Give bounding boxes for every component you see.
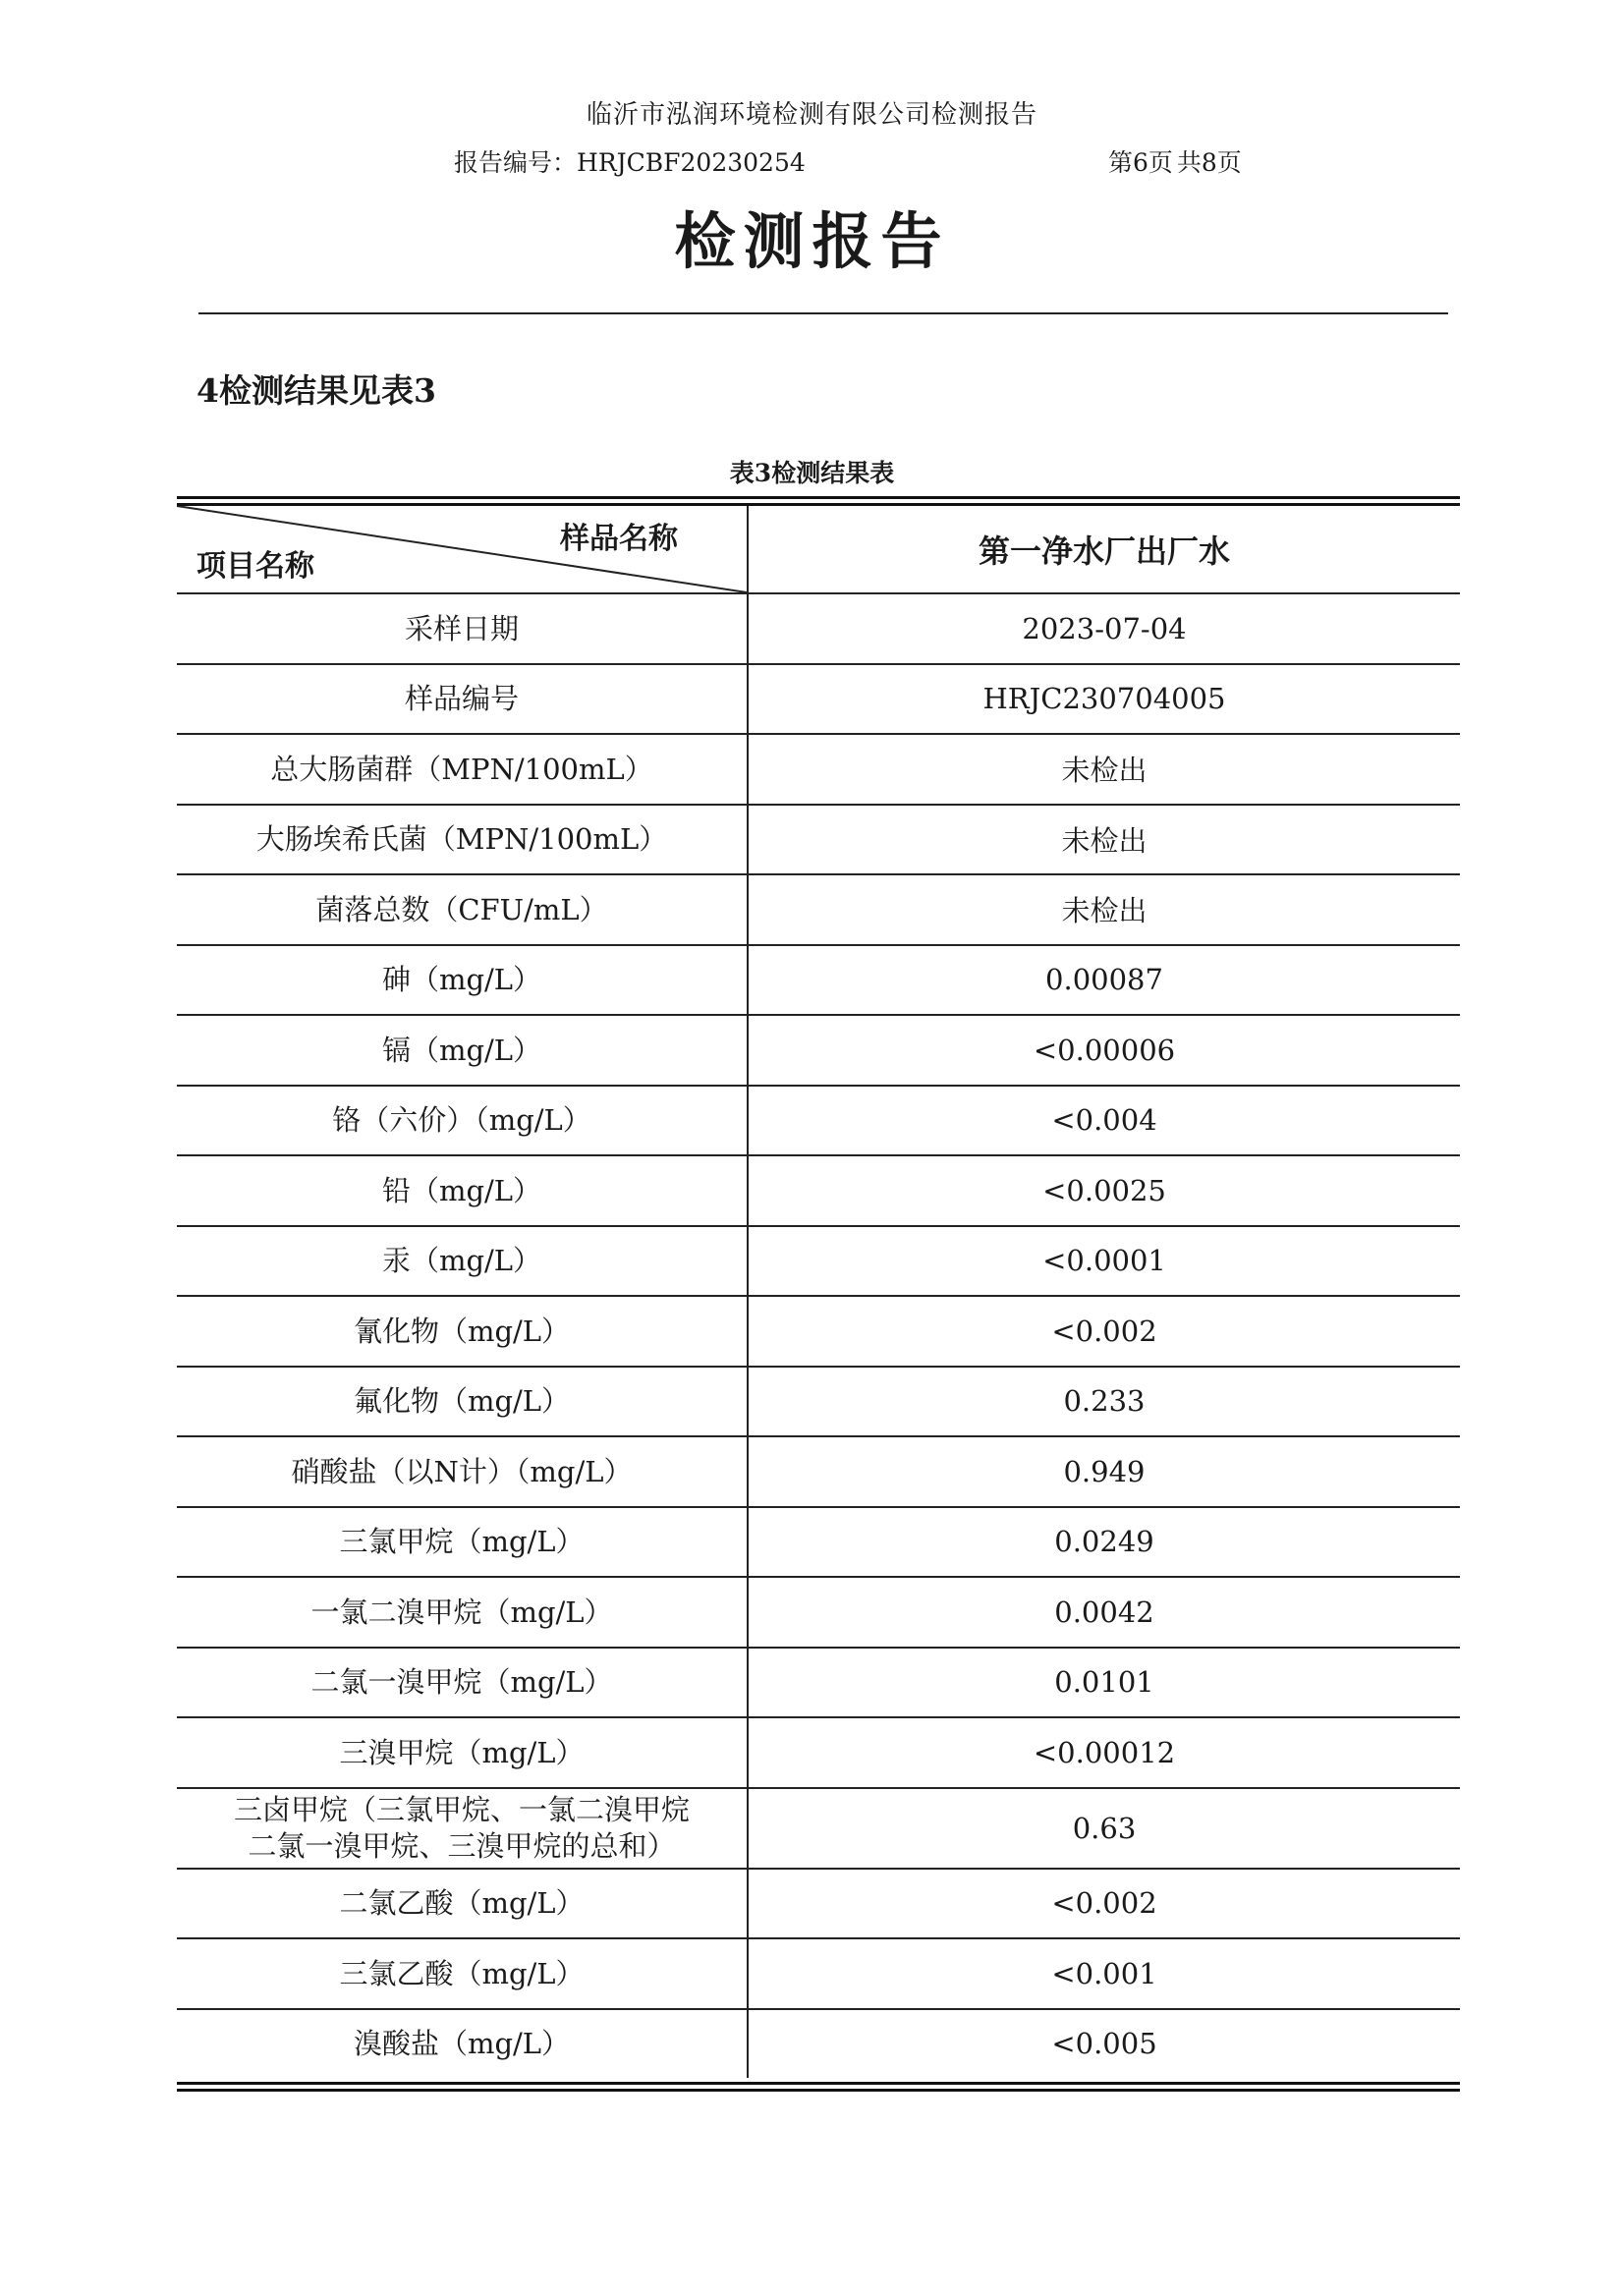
table-row (177, 1297, 1460, 1368)
item-name-cell: 砷（mg/L） (177, 946, 749, 1015)
table-caption: 表3检测结果表 (729, 459, 895, 487)
result-value-cell: 未检出 (1061, 894, 1148, 928)
result-value-cell: <0.004 (1051, 1103, 1157, 1138)
header-sample-name: 第一净水厂出厂水 (978, 532, 1230, 570)
table-row (177, 1578, 1460, 1649)
item-name-cell: 菌落总数（CFU/mL） (177, 875, 749, 944)
item-name-line1: 三卤甲烷（三氯甲烷、一氯二溴甲烷 (233, 1793, 690, 1827)
page-total: 共8页 (1176, 148, 1242, 177)
table-row (177, 665, 1460, 736)
company-report-header: 临沂市泓润环境检测有限公司检测报告 (586, 100, 1037, 130)
item-name-multiline (234, 1792, 690, 1864)
result-value-cell: <0.002 (1051, 1314, 1157, 1348)
table-row (177, 1508, 1460, 1579)
item-name-cell: 氟化物（mg/L） (177, 1368, 749, 1436)
item-name-cell: 样品编号 (177, 665, 749, 734)
item-name-cell: 二氯乙酸（mg/L） (177, 1870, 749, 1938)
result-value-cell: <0.002 (1051, 1886, 1157, 1921)
item-name-cell: 采样日期 (177, 594, 749, 663)
results-table (177, 496, 1460, 2092)
item-name-cell: 总大肠菌群（MPN/100mL） (177, 735, 749, 804)
result-value-cell: <0.0001 (1042, 1244, 1166, 1278)
item-name-cell: 铅（mg/L） (177, 1156, 749, 1225)
table-row (177, 1227, 1460, 1298)
header-item-label: 项目名称 (196, 549, 314, 584)
result-value-cell: 2023-07-04 (1022, 611, 1187, 645)
section-heading: 4检测结果见表3 (196, 371, 436, 410)
table-top-rule (177, 496, 1460, 499)
table-bottom-rule (177, 2082, 1460, 2085)
result-value-cell: 0.949 (1063, 1454, 1146, 1488)
page-title: 检测报告 (674, 205, 950, 277)
item-name-cell: 二氯一溴甲烷（mg/L） (177, 1649, 749, 1717)
header-corner-cell (177, 506, 749, 592)
report-number (454, 143, 806, 179)
item-name-cell: 三氯甲烷（mg/L） (177, 1508, 749, 1577)
result-value-cell: 0.0101 (1054, 1665, 1154, 1700)
result-value-cell: <0.005 (1051, 2027, 1157, 2061)
table-row (177, 1870, 1460, 1940)
page-indicator (1108, 143, 1246, 179)
table-row (177, 946, 1460, 1017)
table-row (177, 1649, 1460, 1719)
table-row (177, 1368, 1460, 1438)
item-name-cell: 大肠埃希氏菌（MPN/100mL） (177, 806, 749, 874)
result-value-cell: HRJC230704005 (982, 682, 1226, 716)
table-row (177, 1939, 1460, 2010)
table-row (177, 1156, 1460, 1227)
item-name-cell: 氰化物（mg/L） (177, 1297, 749, 1366)
result-value-cell: 未检出 (1061, 823, 1148, 858)
page-current: 第6页 (1108, 148, 1173, 177)
table-header-row (177, 506, 1460, 594)
result-value-cell: 0.00087 (1045, 963, 1163, 997)
item-name-cell: 镉（mg/L） (177, 1016, 749, 1085)
result-value-cell: <0.0025 (1042, 1173, 1166, 1207)
item-name-cell: 三氯乙酸（mg/L） (177, 1939, 749, 2008)
table-row (177, 875, 1460, 946)
table-bottom-rule-inner (177, 2089, 1460, 2092)
table-row (177, 1016, 1460, 1087)
table-row (177, 2010, 1460, 2079)
item-name-cell: 三溴甲烷（mg/L） (177, 1718, 749, 1787)
table-row (177, 594, 1460, 665)
item-name-cell (177, 1789, 749, 1868)
result-value-cell: 0.233 (1063, 1384, 1146, 1419)
result-value-cell: 0.63 (1072, 1811, 1137, 1845)
result-value-cell: 未检出 (1061, 754, 1148, 788)
table-body (177, 594, 1460, 2078)
table-row (177, 1437, 1460, 1508)
item-name-line2: 二氯一溴甲烷、三溴甲烷的总和） (248, 1828, 676, 1863)
table-row (177, 1789, 1460, 1870)
report-number-value: HRJCBF20230254 (577, 148, 806, 177)
report-number-label: 报告编号： (454, 148, 578, 177)
table-row (177, 1718, 1460, 1789)
header-divider (198, 312, 1448, 314)
table-row (177, 735, 1460, 806)
result-value-cell: <0.001 (1051, 1956, 1157, 1990)
table-row (177, 806, 1460, 876)
item-name-cell: 硝酸盐（以N计）（mg/L） (177, 1437, 749, 1506)
header-sample-label: 样品名称 (560, 522, 678, 556)
item-name-cell: 铬（六价）（mg/L） (177, 1087, 749, 1155)
table-row (177, 1087, 1460, 1157)
result-value-cell: 0.0042 (1054, 1595, 1154, 1629)
result-value-cell: 0.0249 (1054, 1525, 1154, 1559)
item-name-cell: 汞（mg/L） (177, 1227, 749, 1296)
result-value-cell: <0.00012 (1033, 1735, 1176, 1769)
item-name-cell: 溴酸盐（mg/L） (177, 2010, 749, 2079)
result-value-cell: <0.00006 (1033, 1033, 1176, 1067)
item-name-cell: 一氯二溴甲烷（mg/L） (177, 1578, 749, 1647)
